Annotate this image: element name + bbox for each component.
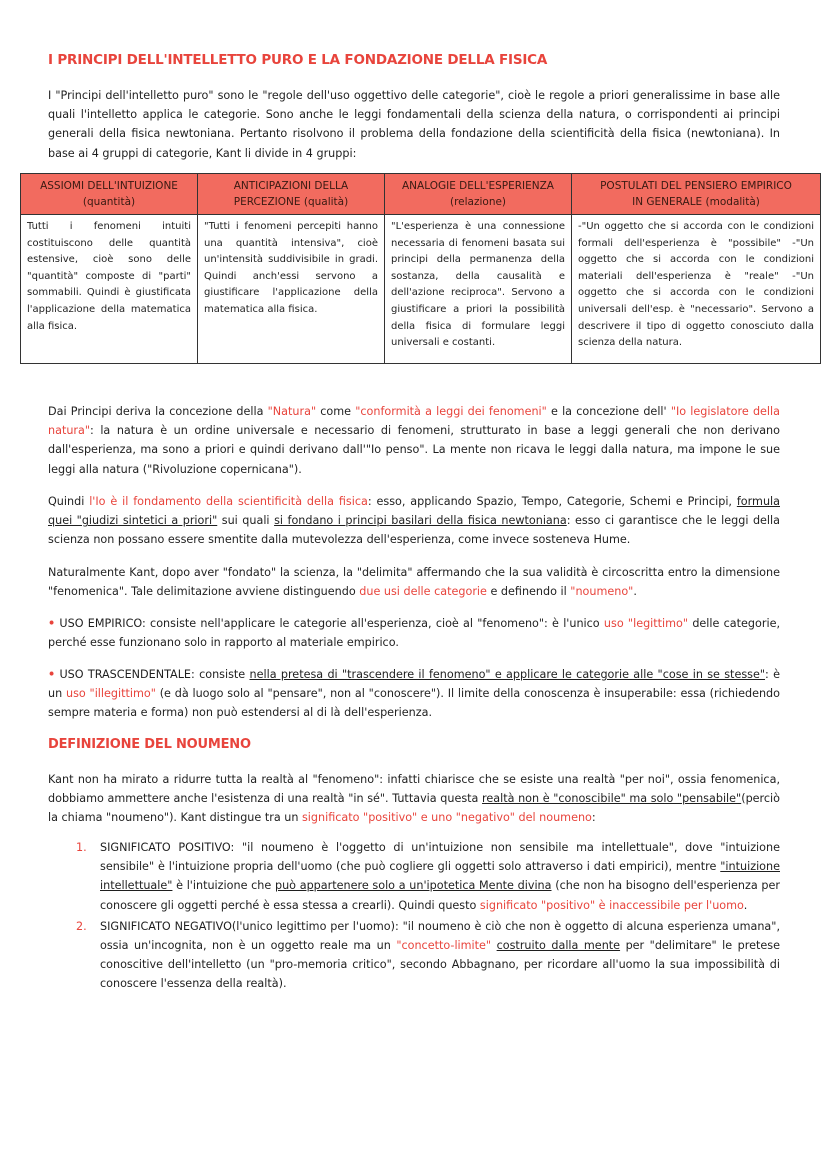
table-cell: "L'esperienza è una connessione necessaria di fenomeni basata sui principi della permanenza della sostanza, della causalità e dell'azione reciproca". Servono a giustificare a priori la possibilità della fisica di formulare leggi universali e costanti. [385,215,572,364]
intro-paragraph: I "Principi dell'intelletto puro" sono le "regole dell'uso oggettivo delle categorie", cioè le regole a priori generalissime in base alle quali l'intelletto applica le categorie. Sono anche le leggi fondamentali della scienza della natura, o corrispondenti ai principi generali della fisica newtoniana. Pertanto risolvono il problema della fondazione della scientificità della fisica (newtoniana). In base ai 4 gruppi di categorie, Kant li divide in 4 gruppi: [48,89,780,160]
io-paragraph: Quindi l'Io è il fondamento della scientificità della fisica: esso, applicando Spazio, Tempo, Categorie, Schemi e Principi, formula quei "giudizi sintetici a priori" sui quali si fondano i principi basilari della fisica newtoniana: esso ci garantisce che le leggi della scienza non possano essere smentite dalla mutevolezza dell'esperienza, come invece sosteneva Hume. [48,495,780,547]
principles-table [20,173,821,364]
table-cell: "Tutti i fenomeni percepiti hanno una quantità intensiva", cioè un'intensità suddivisibile in gradi. Quindi anch'essi servono a giustificare l'applicazione della matematica alla fisica. [198,215,385,364]
table-header-cell: ANTICIPAZIONI DELLA PERCEZIONE (qualità) [198,174,385,215]
meanings-list [48,838,780,996]
list-item: 2. SIGNIFICATO NEGATIVO(l'unico legittimo per l'uomo): "il noumeno è ciò che non è oggetto di alcuna esperienza umana", ossia un'incognita, non è un oggetto reale ma un "concetto-limite" costruito dalla mente per "delimitare" le pretese conoscitive dell'intelletto (un "pro-memoria critico", secondo Abbagnano, per ricordare all'uomo la sua impossibilità di conoscere l'essenza della realtà). [76,919,780,991]
table-header-cell: ANALOGIE DELL'ESPERIENZA (relazione) [385,174,572,215]
table-header-cell: POSTULATI DEL PENSIERO EMPIRICO IN GENERALE (modalità) [572,174,821,215]
page-title: I PRINCIPI DELL'INTELLETTO PURO E LA FONDAZIONE DELLA FISICA [48,52,548,68]
table-row [21,215,821,364]
uso-empirico-paragraph: • USO EMPIRICO: consiste nell'applicare le categorie all'esperienza, cioè al "fenomeno": è l'unico uso "legittimo" delle categorie, perché esse funzionano solo in rapporto al materiale empirico. [48,617,781,650]
table-header-cell: ASSIOMI DELL'INTUIZIONE (quantità) [21,174,198,215]
natura-paragraph: Dai Principi deriva la concezione della "Natura" come "conformità a leggi dei fenomeni" e la concezione dell' "Io legislatore della natura": la natura è un ordine universale e necessario di fenomeni, strutturato in base a leggi generali che non derivano dall'esperienza, ma sono a priori e quindi derivano dall'"Io penso". La mente non ricava le leggi dalla natura, ma impone le sue leggi alla natura ("Rivoluzione copernicana"). [48,405,780,476]
table-cell: -"Un oggetto che si accorda con le condizioni formali dell'esperienza è "possibile" -"Un oggetto che si accorda con le condizioni materiali dell'esperienza è "reale" -"Un oggetto che si accorda con le condizioni universali dell'esp. è "necessario". Servono a descrivere il tipo di oggetto conosciuto dalla scienza della natura. [572,215,821,364]
table-cell: Tutti i fenomeni intuiti costituiscono delle quantità estensive, cioè sono delle "quantità" composte di "parti" sommabili. Quindi è giustificata l'applicazione della matematica alla fisica. [21,215,198,364]
delimitazione-paragraph: Naturalmente Kant, dopo aver "fondato" la scienza, la "delimita" affermando che la sua validità è circoscritta entro la dimensione "fenomenica". Tale delimitazione avviene distinguendo due usi delle categorie e definendo il "noumeno". [48,566,780,599]
uso-trascendentale-paragraph: • USO TRASCENDENTALE: consiste nella pretesa di "trascendere il fenomeno" e applicare le categorie alle "cose in se stesse": è un uso "illegittimo" (e dà luogo solo al "pensare", non al "conoscere"). Il limite della conoscenza è insuperabile: essa (richiedendo sempre materia e forma) non può estendersi al di là dell'esperienza. [48,668,781,720]
section-title: DEFINIZIONE DEL NOUMENO [48,737,251,752]
noumeno-paragraph: Kant non ha mirato a ridurre tutta la realtà al "fenomeno": infatti chiarisce che se esiste una realtà "per noi", ossia fenomenica, dobbiamo ammettere anche l'esistenza di una realtà "in sé". Tuttavia questa realtà non è "conoscibile" ma solo "pensabile"(perciò la chiama "noumeno"). Kant distingue tra un significato "positivo" e uno "negativo" del noumeno: [48,773,781,825]
table-header-row [21,174,821,215]
list-item: 1. SIGNIFICATO POSITIVO: "il noumeno è l'oggetto di un'intuizione non sensibile ma intellettuale", dove "intuizione sensibile" è l'intuizione propria dell'uomo (che può cogliere gli oggetti solo attraverso i dati empirici), mentre "intuizione intellettuale" è l'intuizione che può appartenere solo a un'ipotetica Mente divina (che non ha bisogno dell'esperienza per conoscere gli oggetti perché è essa stessa a crearli). Quindi questo significato "positivo" è inaccessibile per l'uomo. [76,841,781,912]
